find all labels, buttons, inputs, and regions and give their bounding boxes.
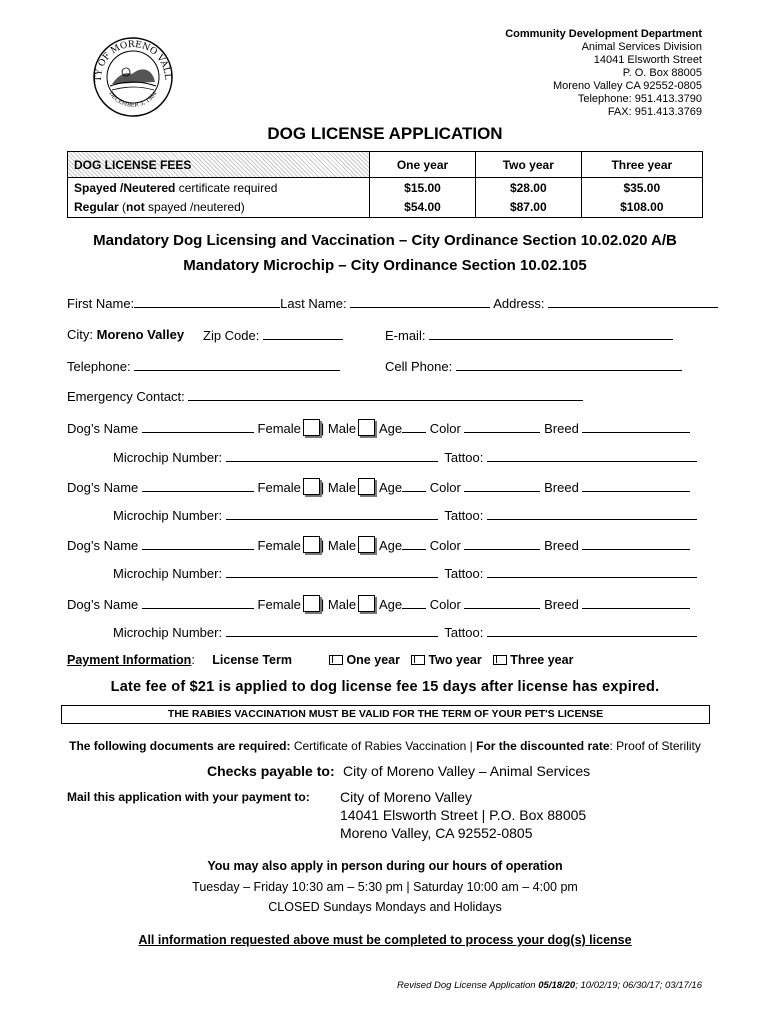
emergency-row — [67, 388, 583, 404]
microchip-label: Microchip Number: — [113, 625, 223, 640]
regular-rest: spayed /neutered) — [144, 200, 245, 215]
dog-row-4 — [67, 595, 690, 612]
spayed-bold: Spayed /Neutered — [74, 180, 176, 195]
separator: | — [320, 480, 325, 495]
emergency-label: Emergency Contact: — [67, 389, 185, 404]
separator: | — [320, 421, 325, 436]
fees-row-regular-label — [68, 198, 370, 218]
city-value: Moreno Valley — [96, 327, 185, 342]
microchip-row-4 — [113, 624, 697, 640]
breed-label: Breed — [544, 597, 579, 612]
three-year-label: Three year — [510, 653, 574, 667]
city-label: City: — [67, 327, 93, 342]
not-bold: not — [126, 200, 145, 215]
fee-spayed-two: $28.00 — [476, 178, 582, 198]
cell-row — [385, 358, 682, 374]
tattoo-label: Tattoo: — [444, 508, 484, 523]
fees-header-row — [68, 152, 703, 178]
dog-row-2 — [67, 478, 690, 495]
city-state-zip: Moreno Valley CA 92552-0805 — [552, 80, 702, 92]
tattoo-field[interactable] — [487, 449, 697, 462]
dog-row-3 — [67, 536, 690, 553]
emergency-field[interactable] — [188, 388, 583, 401]
checks-payable-label: Checks payable to: — [207, 763, 335, 779]
owner-row-2 — [67, 327, 184, 342]
breed-field[interactable] — [582, 420, 690, 433]
page-title: DOG LICENSE APPLICATION — [267, 124, 503, 143]
hours-heading: You may also apply in person during our hours of operation — [207, 859, 563, 873]
documents-required-text: Certificate of Rabies Vaccination | — [290, 739, 477, 753]
telephone-field[interactable] — [134, 358, 340, 371]
female-checkbox[interactable] — [303, 478, 320, 495]
fee-regular-three: $108.00 — [581, 198, 702, 218]
microchip-label: Microchip Number: — [113, 508, 223, 523]
two-year-label: Two year — [428, 653, 482, 667]
dog-name-label: Dog’s Name — [67, 538, 139, 553]
female-label: Female — [257, 480, 301, 495]
email-row — [385, 327, 673, 343]
fees-header-two-year: Two year — [476, 152, 582, 178]
fees-row-spayed-label — [68, 178, 370, 198]
three-year-checkbox[interactable] — [493, 655, 507, 665]
mail-line-1: City of Moreno Valley — [340, 789, 473, 805]
revision-note — [397, 980, 702, 991]
dog-name-label: Dog’s Name — [67, 597, 139, 612]
microchip-row-2 — [113, 507, 697, 523]
payment-label: Payment Information — [67, 653, 192, 667]
female-label: Female — [257, 597, 301, 612]
fax-number: FAX: 951.413.3769 — [607, 106, 702, 118]
breed-label: Breed — [544, 538, 579, 553]
last-name-field[interactable] — [350, 295, 490, 308]
age-label: Age — [379, 597, 403, 612]
color-field[interactable] — [464, 596, 540, 609]
age-field[interactable] — [402, 479, 426, 492]
header-address — [505, 28, 702, 119]
documents-required — [0, 739, 770, 753]
tattoo-label: Tattoo: — [444, 566, 484, 581]
one-year-checkbox[interactable] — [329, 655, 343, 665]
microchip-field[interactable] — [226, 507, 438, 520]
discount-text: : Proof of Sterility — [609, 739, 701, 753]
age-label: Age — [379, 421, 403, 436]
address-field[interactable] — [548, 295, 718, 308]
payment-colon: : — [191, 653, 195, 667]
first-name-label: First Name: — [67, 296, 135, 311]
hours-line-1: Tuesday – Friday 10:30 am – 5:30 pm | Saturday 10:00 am – 4:00 pm — [192, 880, 578, 894]
microchip-field[interactable] — [226, 565, 438, 578]
tattoo-field[interactable] — [487, 565, 697, 578]
tattoo-label: Tattoo: — [444, 450, 484, 465]
age-label: Age — [379, 538, 403, 553]
zip-row — [203, 327, 343, 343]
cell-field[interactable] — [456, 358, 682, 371]
one-year-label: One year — [346, 653, 400, 667]
payment-row — [67, 653, 573, 667]
female-label: Female — [257, 538, 301, 553]
documents-required-bold: The following documents are required: — [69, 739, 291, 753]
mail-label: Mail this application with your payment to: — [67, 790, 310, 804]
mail-line-2: 14041 Elsworth Street | P.O. Box 88005 — [340, 807, 587, 823]
separator: | — [320, 597, 325, 612]
fee-spayed-three: $35.00 — [581, 178, 702, 198]
cell-label: Cell Phone: — [385, 359, 453, 374]
fees-header-three-year: Three year — [581, 152, 702, 178]
female-checkbox[interactable] — [303, 536, 320, 553]
breed-field[interactable] — [582, 537, 690, 550]
zip-label: Zip Code: — [203, 328, 260, 343]
dog-name-label: Dog’s Name — [67, 480, 139, 495]
microchip-field[interactable] — [226, 449, 438, 462]
female-checkbox[interactable] — [303, 419, 320, 436]
regular-mid: ( — [118, 200, 127, 215]
regular-bold: Regular — [74, 200, 119, 215]
seal-text-bottom: DECEMBER 3, 1984 — [107, 90, 159, 109]
tattoo-field[interactable] — [487, 507, 697, 520]
breed-label: Breed — [544, 421, 579, 436]
fees-row-spayed — [68, 178, 703, 198]
microchip-label: Microchip Number: — [113, 566, 223, 581]
po-box: P. O. Box 88005 — [622, 67, 702, 79]
completion-notice: All information requested above must be completed to process your dog(s) license — [138, 933, 632, 947]
age-field[interactable] — [402, 596, 426, 609]
mail-address — [340, 788, 586, 842]
dog-name-field[interactable] — [142, 537, 254, 550]
male-checkbox[interactable] — [358, 478, 375, 495]
city-seal — [92, 36, 174, 118]
seal-text-top: TY OF MORENO VALL — [93, 39, 173, 82]
microchip-field[interactable] — [226, 624, 438, 637]
two-year-checkbox[interactable] — [411, 655, 425, 665]
svg-text:DECEMBER 3, 1984 — [107, 90, 159, 108]
age-label: Age — [379, 480, 403, 495]
dog-name-label: Dog’s Name — [67, 421, 139, 436]
hours-line-2: CLOSED Sundays Mondays and Holidays — [268, 900, 502, 914]
fees-table — [67, 151, 703, 218]
revision-rest: ; 10/02/19; 06/30/17; 03/17/16 — [575, 980, 702, 991]
tattoo-field[interactable] — [487, 624, 697, 637]
telephone-row — [67, 358, 340, 374]
last-name-label: Last Name: — [280, 296, 347, 311]
male-label: Male — [327, 597, 357, 612]
dog-name-field[interactable] — [142, 420, 254, 433]
color-field[interactable] — [464, 479, 540, 492]
breed-field[interactable] — [582, 479, 690, 492]
color-label: Color — [429, 480, 461, 495]
fees-header-one-year: One year — [370, 152, 476, 178]
male-checkbox[interactable] — [358, 536, 375, 553]
color-field[interactable] — [464, 420, 540, 433]
male-checkbox[interactable] — [358, 419, 375, 436]
fee-regular-one: $54.00 — [370, 198, 476, 218]
tattoo-label: Tattoo: — [444, 625, 484, 640]
telephone-label: Telephone: — [67, 359, 131, 374]
street-address: 14041 Elsworth Street — [593, 54, 702, 66]
breed-label: Breed — [544, 480, 579, 495]
telephone-number: Telephone: 951.413.3790 — [577, 93, 702, 105]
male-label: Male — [327, 421, 357, 436]
fees-row-regular — [68, 198, 703, 218]
color-field[interactable] — [464, 537, 540, 550]
microchip-label: Microchip Number: — [113, 450, 223, 465]
age-field[interactable] — [402, 537, 426, 550]
dog-name-field[interactable] — [142, 479, 254, 492]
color-label: Color — [429, 421, 461, 436]
male-checkbox[interactable] — [358, 595, 375, 612]
mandate-microchip: Mandatory Microchip – City Ordinance Section 10.02.105 — [183, 257, 587, 274]
zip-field[interactable] — [263, 327, 343, 340]
late-fee-notice: Late fee of $21 is applied to dog license fee 15 days after license has expired. — [110, 679, 660, 695]
department-name: Community Development Department — [505, 28, 702, 40]
spayed-rest: certificate required — [175, 180, 278, 195]
checks-payable-value: City of Moreno Valley – Animal Services — [343, 763, 591, 779]
male-label: Male — [327, 538, 357, 553]
owner-row-1 — [67, 295, 718, 311]
microchip-row-3 — [113, 565, 697, 581]
mail-line-3: Moreno Valley, CA 92552-0805 — [340, 825, 533, 841]
dog-name-field[interactable] — [142, 596, 254, 609]
male-label: Male — [327, 480, 357, 495]
license-term-label: License Term — [212, 653, 292, 667]
revision-prefix: Revised Dog License Application — [397, 980, 539, 991]
first-name-field[interactable] — [134, 295, 280, 308]
fee-regular-two: $87.00 — [476, 198, 582, 218]
breed-field[interactable] — [582, 596, 690, 609]
microchip-row-1 — [113, 449, 697, 465]
email-label: E-mail: — [385, 328, 426, 343]
revision-bold-date: 05/18/20 — [538, 980, 576, 991]
discount-bold: For the discounted rate — [476, 739, 610, 753]
age-field[interactable] — [402, 420, 426, 433]
color-label: Color — [429, 538, 461, 553]
separator: | — [320, 538, 325, 553]
fee-spayed-one: $15.00 — [370, 178, 476, 198]
rabies-notice: THE RABIES VACCINATION MUST BE VALID FOR THE TERM OF YOUR PET'S LICENSE — [61, 705, 710, 724]
division-name: Animal Services Division — [581, 41, 702, 53]
dog-row-1 — [67, 419, 690, 436]
address-label: Address: — [493, 296, 545, 311]
female-label: Female — [257, 421, 301, 436]
mandate-licensing: Mandatory Dog Licensing and Vaccination – City Ordinance Section 10.02.020 A/B — [93, 232, 677, 249]
color-label: Color — [429, 597, 461, 612]
female-checkbox[interactable] — [303, 595, 320, 612]
fees-header-label: DOG LICENSE FEES — [68, 152, 370, 178]
email-field[interactable] — [429, 327, 673, 340]
